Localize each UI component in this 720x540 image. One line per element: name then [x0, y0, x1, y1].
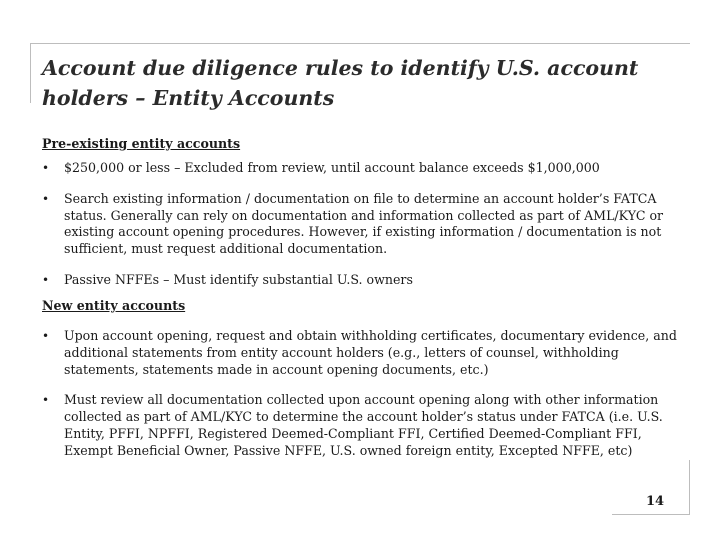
bullet-list-new	[42, 328, 692, 460]
bullet-icon: •	[42, 161, 50, 175]
list-item	[42, 191, 692, 258]
section-heading-preexisting: Pre-existing entity accounts	[42, 136, 241, 151]
list-item	[42, 160, 692, 177]
page-number: 14	[646, 494, 665, 509]
bullet-text: Upon account opening, request and obtain withholding certificates, documentary evidence, and additional statements from entity account holders (e.g., letters of counsel, withholding statements, statements made in account opening documents, etc.)	[64, 328, 677, 377]
bullet-text: Search existing information / documentation on file to determine an account holder’s FATCA status. Generally can rely on documentation and information collected as part of AML/KYC or existing account opening procedures. However, if existing information / documentation is not sufficient, must request additional documentation.	[64, 190, 664, 257]
bullet-icon: •	[42, 272, 50, 287]
bullet-icon: •	[42, 329, 50, 343]
list-item	[42, 392, 692, 459]
slide-title: Account due diligence rules to identify U.S. account holders – Entity Accounts	[42, 56, 639, 110]
bullet-text: Passive NFFEs – Must identify substantial U.S. owners	[64, 271, 413, 287]
bullet-text: Must review all documentation collected upon account opening along with other information collected as part of AML/KYC to determine the account holder’s status under FATCA (i.e. U.S. Entity, PFFI, NPFFI, Registered Deemed-Compliant FFI, Certified Deemed-Compliant FFI, Exempt Beneficial Owner, Passive NFFE, U.S. owned foreign entity, Excepted NFFE, etc)	[64, 392, 663, 458]
frame-top-rule	[30, 43, 690, 44]
bullet-text: $250,000 or less – Excluded from review, until account balance exceeds $1,000,000	[64, 160, 600, 175]
frame-right-rule	[689, 460, 690, 515]
frame-bottom-rule	[612, 514, 690, 515]
list-item	[42, 328, 692, 378]
frame-left-rule	[30, 43, 31, 103]
bullet-list-preexisting	[42, 160, 692, 289]
list-item	[42, 272, 692, 289]
bullet-icon: •	[42, 393, 50, 408]
bullet-icon: •	[42, 191, 50, 206]
section-heading-new: New entity accounts	[42, 298, 186, 313]
